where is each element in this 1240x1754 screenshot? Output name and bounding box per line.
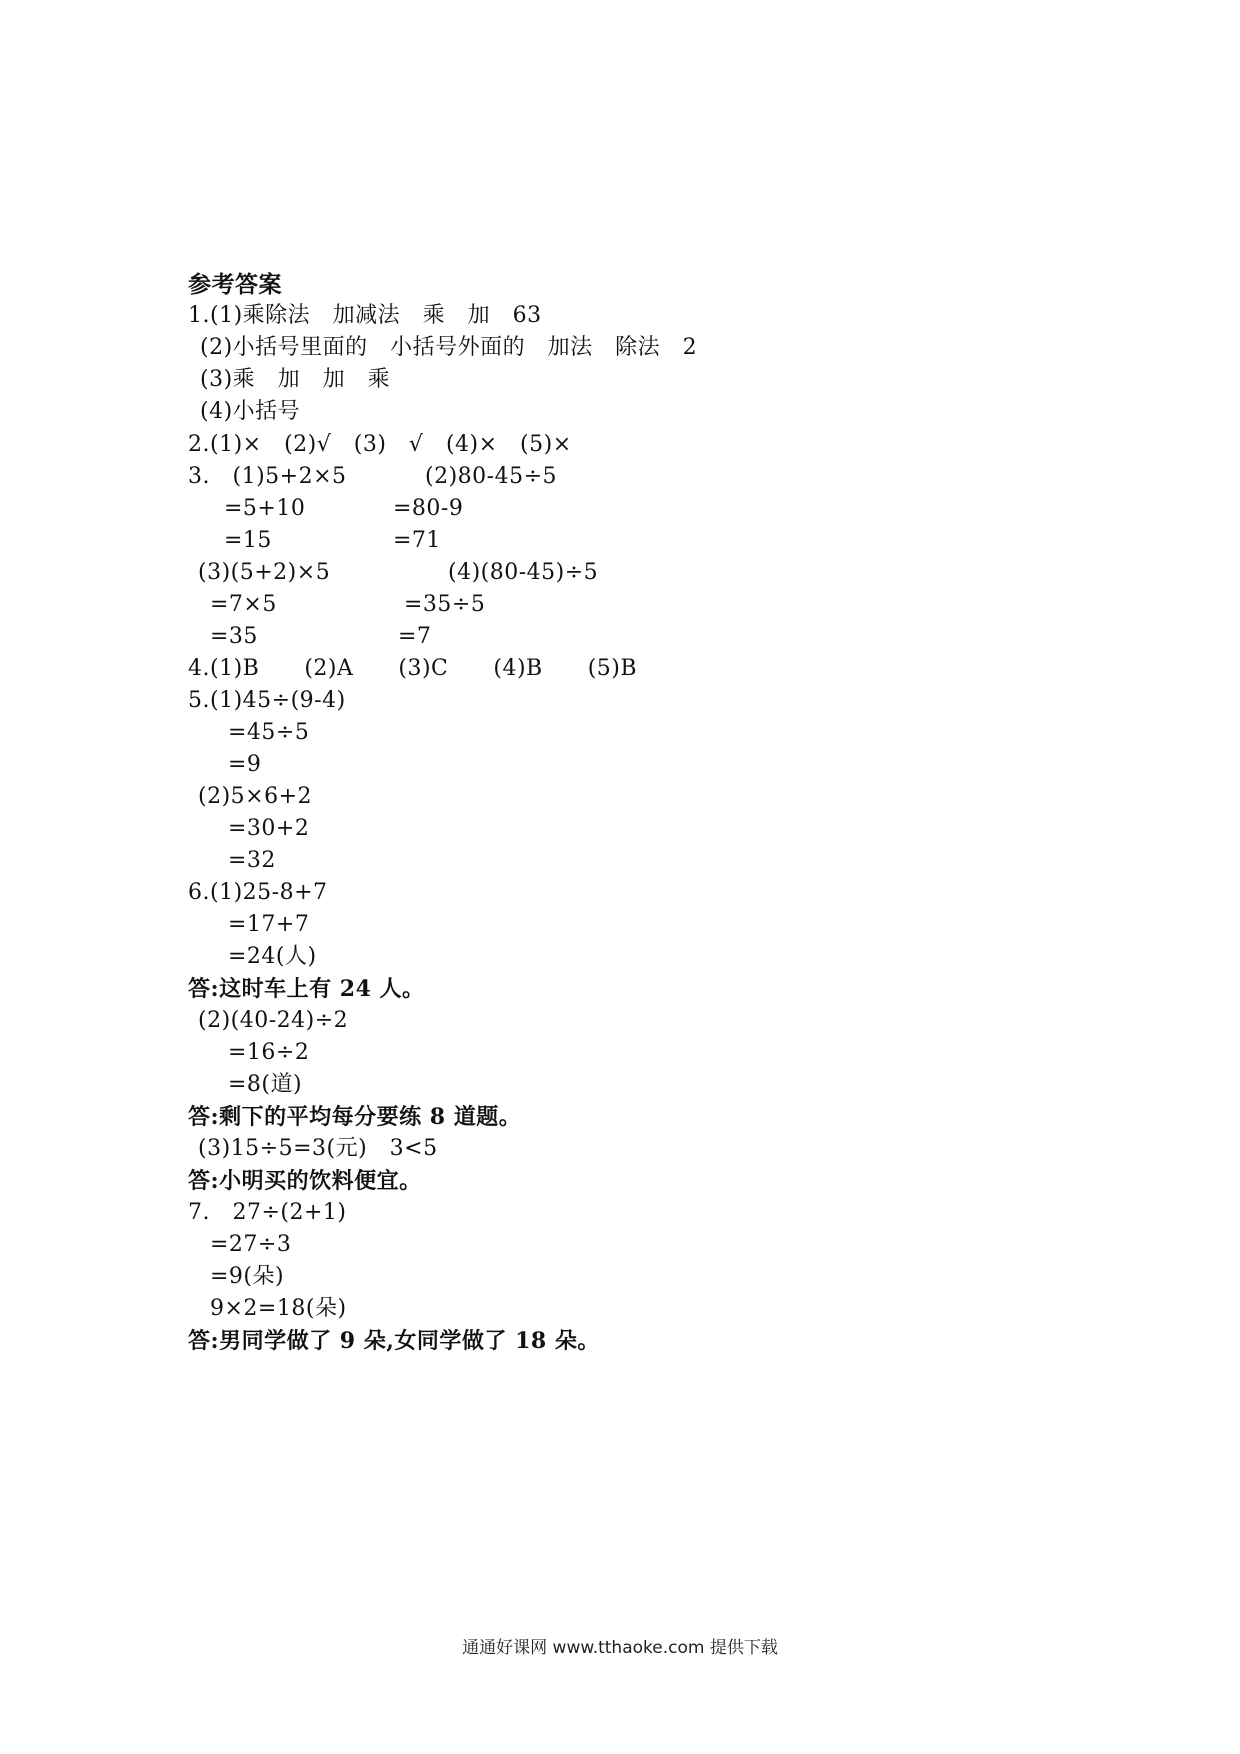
answer-line: 1.(1)乘除法 加减法 乘 加 63 xyxy=(188,303,542,328)
answer-sentence: 答:男同学做了 9 朵,女同学做了 18 朵。 xyxy=(188,1328,600,1354)
calc-line: =17+7 xyxy=(228,912,310,937)
calc-line: 9×2=18(朵) xyxy=(210,1296,347,1321)
calc-line: =35÷5 xyxy=(404,592,486,617)
calc-line: (4)(80-45)÷5 xyxy=(448,560,599,585)
calc-line: =9(朵) xyxy=(210,1264,285,1289)
page-title: 参考答案 xyxy=(188,271,282,298)
footer-credit: 通通好课网 www.tthaoke.com 提供下载 xyxy=(462,1638,778,1658)
answer-sentence: 答:小明买的饮料便宜。 xyxy=(188,1168,422,1194)
calc-line: (2)80-45÷5 xyxy=(425,464,558,489)
calc-line: =9 xyxy=(228,752,262,777)
answer-line: (3)乘 加 加 乘 xyxy=(200,367,391,392)
calc-line: =27÷3 xyxy=(210,1232,292,1257)
calc-line: =71 xyxy=(393,528,441,553)
calc-line: =7×5 xyxy=(210,592,277,617)
calc-line: =8(道) xyxy=(228,1072,303,1097)
calc-line: =35 xyxy=(210,624,258,649)
calc-line: 7. 27÷(2+1) xyxy=(188,1200,347,1225)
calc-line: (3)15÷5=3(元) 3<5 xyxy=(198,1136,438,1161)
answer-line: 4.(1)B (2)A (3)C (4)B (5)B xyxy=(188,656,638,681)
calc-line: (3)(5+2)×5 xyxy=(198,560,331,585)
calc-line: =5+10 xyxy=(224,496,306,521)
calc-line: (2)5×6+2 xyxy=(198,784,313,809)
calc-line: =80-9 xyxy=(393,496,464,521)
calc-line: =45÷5 xyxy=(228,720,310,745)
calc-line: =15 xyxy=(224,528,272,553)
calc-line: (2)(40-24)÷2 xyxy=(198,1008,349,1033)
calc-line: 6.(1)25-8+7 xyxy=(188,880,328,905)
calc-line: =30+2 xyxy=(228,816,310,841)
answer-line: (4)小括号 xyxy=(200,399,301,424)
answer-sentence: 答:剩下的平均每分要练 8 道题。 xyxy=(188,1104,522,1130)
answer-line: 2.(1)× (2)√ (3) √ (4)× (5)× xyxy=(188,432,572,457)
calc-line: =24(人) xyxy=(228,944,317,969)
answer-line: (2)小括号里面的 小括号外面的 加法 除法 2 xyxy=(200,335,698,360)
calc-line: =7 xyxy=(398,624,432,649)
answer-sentence: 答:这时车上有 24 人。 xyxy=(188,976,425,1002)
calc-line: 5.(1)45÷(9-4) xyxy=(188,688,346,713)
calc-line: 3. (1)5+2×5 xyxy=(188,464,347,489)
calc-line: =16÷2 xyxy=(228,1040,310,1065)
calc-line: =32 xyxy=(228,848,276,873)
